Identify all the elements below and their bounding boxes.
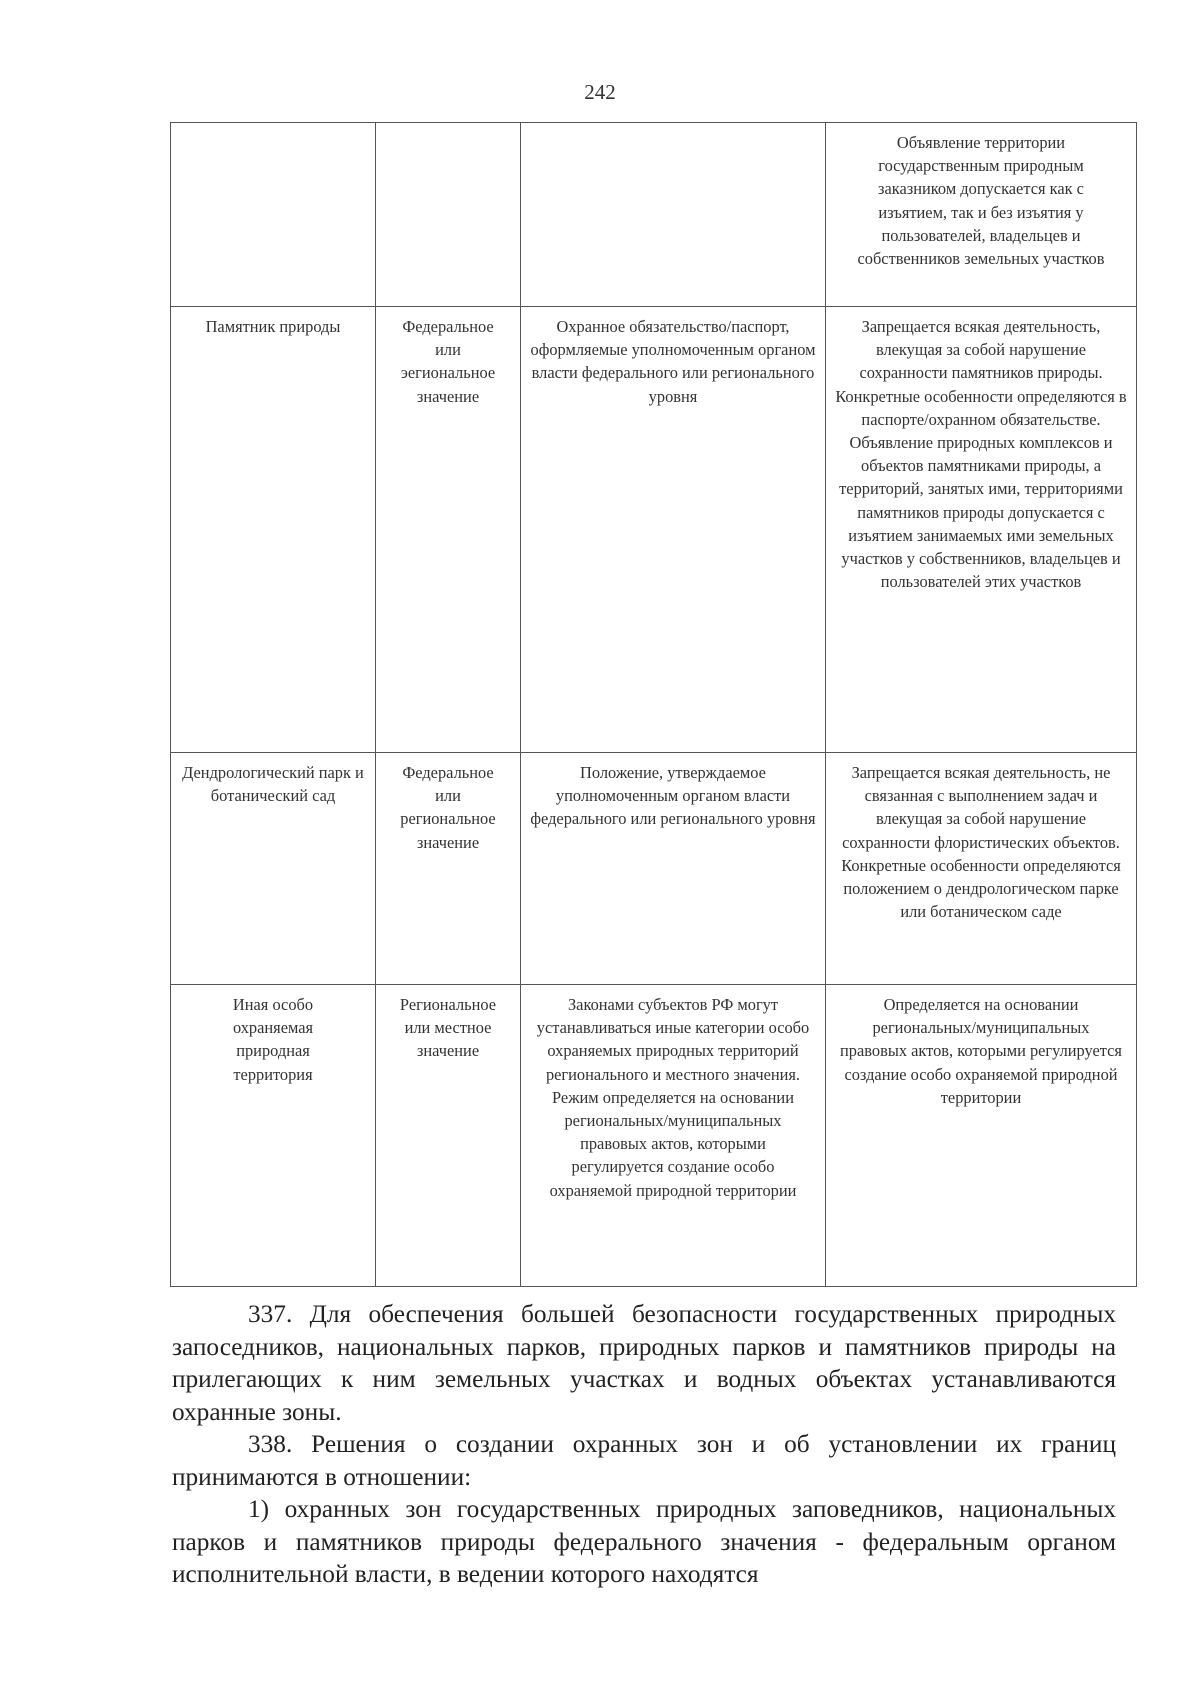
significance-cell	[376, 123, 521, 307]
list-item-1: 1) охранных зон государственных природных заповедников, национальных парков и памятников природы федерального значения - федеральным органом исполнительной власти, в ведении которого находятся	[172, 1495, 1116, 1588]
document-cell: Охранное обязательство/паспорт, оформляемые уполномоченным органом власти федерального или регионального уровня	[521, 307, 826, 753]
document-cell: Положение, утверждаемое уполномоченным органом власти федерального или регионального уровня	[521, 753, 826, 985]
page-number: 242	[584, 80, 616, 104]
document-cell	[521, 123, 826, 307]
table-row	[171, 753, 1137, 985]
paragraph-337: 337. Для обеспечения большей безопасности государственных природных запоседников, национальных парков, природных парков и памятников природы на прилегающих к ним земельных участках и водных объектах устанавливаются охранные зоны.	[172, 1300, 1116, 1426]
document-cell: Законами субъектов РФ могут устанавливаться иные категории особо охраняемых природных территорий регионального и местного значения. Режим определяется на основании региональных/муниципальных правовых актов, которыми регулируется создание особо охраняемой природной территории	[521, 985, 826, 1287]
protected-areas-table	[170, 122, 1137, 1287]
regime-cell: Объявление территории государственным природным заказником допускается как с изъятием, так и без изъятия у пользователей, владельцев и собственников земельных участков	[826, 123, 1137, 307]
territory-name-cell: Иная особо охраняемая природная территория	[171, 985, 376, 1287]
body-text	[172, 1298, 1116, 1591]
territory-name-cell	[171, 123, 376, 307]
table-row	[171, 123, 1137, 307]
territory-name-cell: Дендрологический парк и ботанический сад	[171, 753, 376, 985]
table-row	[171, 985, 1137, 1287]
regime-cell: Определяется на основании региональных/муниципальных правовых актов, которыми регулируется создание особо охраняемой природной территории	[826, 985, 1137, 1287]
table-row	[171, 307, 1137, 753]
territory-name-cell: Памятник природы	[171, 307, 376, 753]
significance-cell: Региональное или местное значение	[376, 985, 521, 1287]
regime-cell: Запрещается всякая деятельность, влекущая за собой нарушение сохранности памятников природы. Конкретные особенности определяются в паспорте/охранном обязательстве. Объявление природных комплексов и объектов памятниками природы, а территорий, занятых ими, территориями памятников природы допускается с изъятием занимаемых ими земельных участков у собственников, владельцев и пользователей этих участков	[826, 307, 1137, 753]
significance-cell: Федеральное или эегиональное значение	[376, 307, 521, 753]
significance-cell: Федеральное или региональное значение	[376, 753, 521, 985]
regime-cell: Запрещается всякая деятельность, не связанная с выполнением задач и влекущая за собой нарушение сохранности флористических объектов. Конкретные особенности определяются положением о дендрологическом парке или ботаническом саде	[826, 753, 1137, 985]
paragraph-338: 338. Решения о создании охранных зон и об установлении их границ принимаются в отношении:	[172, 1430, 1116, 1491]
